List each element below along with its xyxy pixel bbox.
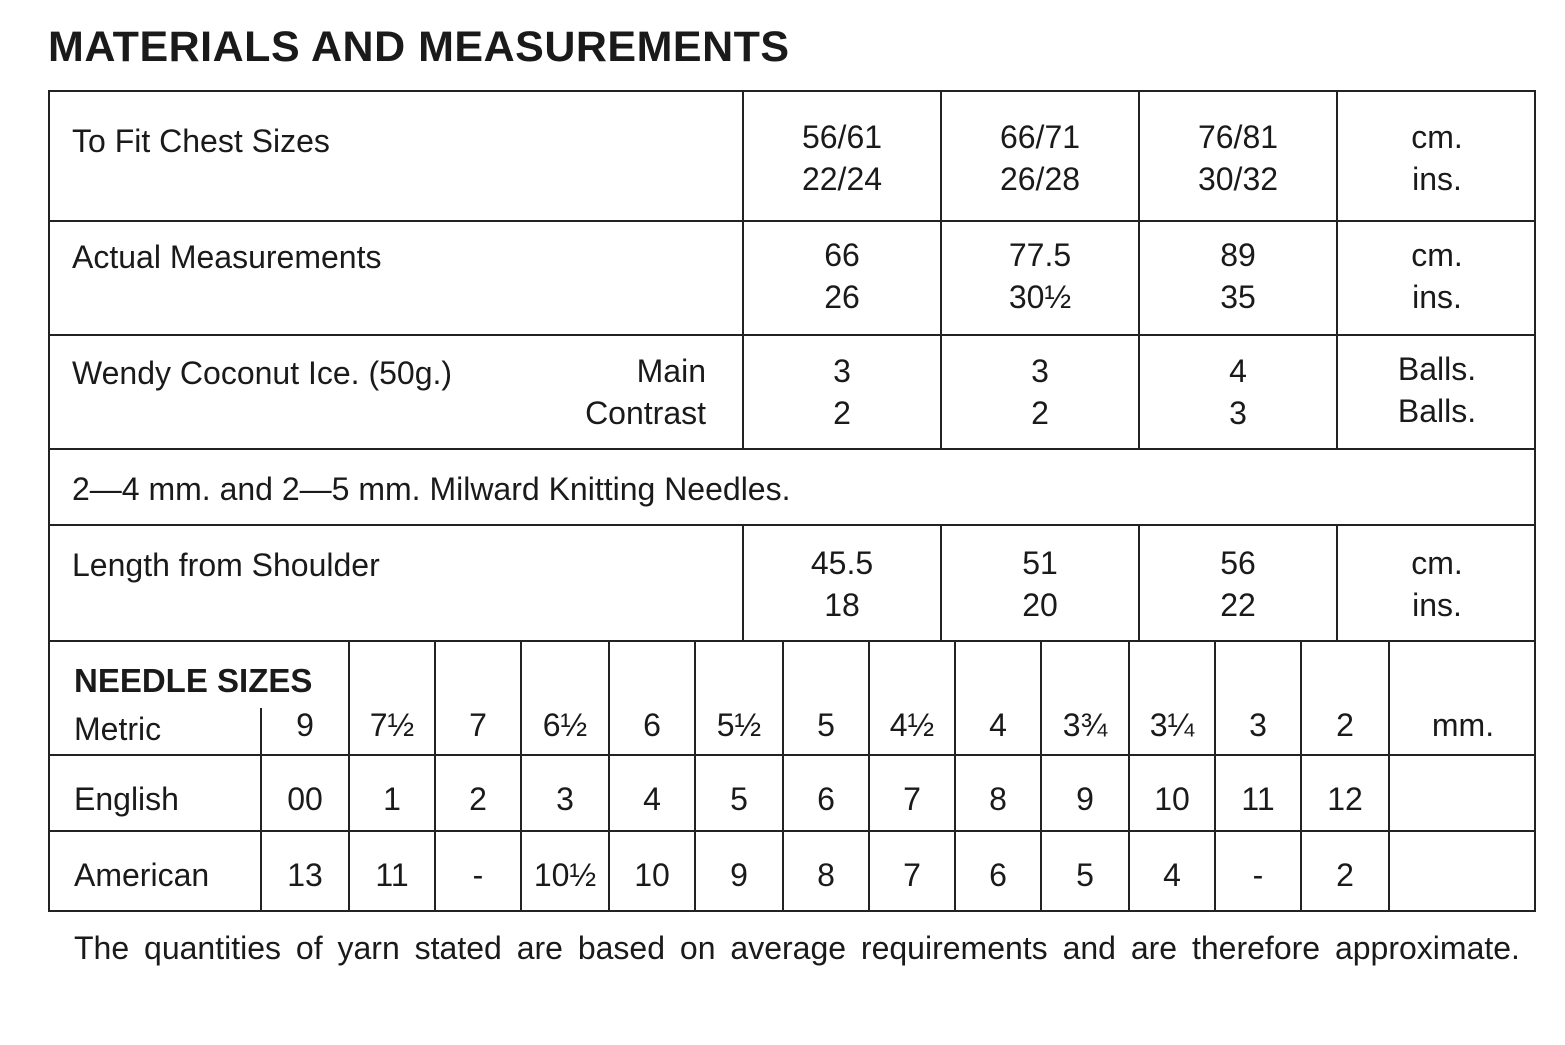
yarn-type-labels: [470, 350, 706, 434]
row-divider: [50, 448, 1536, 450]
needle-size-value: 7½: [369, 707, 415, 743]
needle-size-value: 1: [383, 781, 401, 817]
actual-size-1-ins: 26: [824, 279, 860, 315]
needle-size-value: 9: [1076, 781, 1094, 817]
needle-size-value: 5: [1076, 857, 1094, 893]
unit-cm: cm.: [1411, 119, 1463, 155]
length-label: Length from Shoulder: [72, 547, 380, 583]
length-size-1: [744, 542, 940, 626]
needle-size-value: 11: [375, 857, 409, 893]
chest-size-1-cm: 56/61: [801, 119, 883, 155]
needle-size-value: 4: [989, 707, 1007, 743]
length-size-1-ins: 18: [824, 587, 860, 623]
needles-note: 2—4 mm. and 2—5 mm. Milward Knitting Needles.: [72, 471, 791, 507]
needle-size-value: 7: [469, 707, 487, 743]
measurements-table: [48, 90, 1536, 912]
unit-cm: cm.: [1411, 545, 1463, 581]
needle-size-value: 2: [1336, 707, 1354, 743]
needle-size-value: 3: [1249, 707, 1267, 743]
footnote: The quantities of yarn stated are based on average requirements and are therefore approximate.: [74, 930, 1520, 966]
needle-row-label-english: English: [74, 781, 179, 817]
needle-size-value: 7: [903, 781, 921, 817]
needle-size-value: 3¼: [1149, 707, 1195, 743]
length-size-3-cm: 56: [1220, 545, 1256, 581]
unit-balls-main: Balls.: [1397, 351, 1477, 387]
needle-size-value: 5: [817, 707, 835, 743]
unit-cm: cm.: [1411, 237, 1463, 273]
needle-size-value: 4: [1163, 857, 1181, 893]
actual-size-1-cm: 66: [824, 237, 860, 273]
needle-size-value: 8: [989, 781, 1007, 817]
yarn-size-3: [1140, 350, 1336, 434]
yarn-size-3-main: 4: [1229, 353, 1247, 389]
chest-size-3-ins: 30/32: [1197, 161, 1279, 197]
actual-size-3-cm: 89: [1220, 237, 1256, 273]
yarn-size-1-contrast: 2: [833, 395, 851, 431]
needle-size-value: 8: [817, 857, 835, 893]
needle-size-value: 2: [469, 781, 487, 817]
actual-units: [1338, 234, 1536, 318]
unit-ins: ins.: [1412, 161, 1462, 197]
unit-ins: ins.: [1412, 279, 1462, 315]
yarn-size-2-main: 3: [1031, 353, 1049, 389]
actual-size-3: [1140, 234, 1336, 318]
needle-unit: mm.: [1431, 707, 1495, 743]
needle-size-value: 5½: [716, 707, 762, 743]
needle-size-value: 00: [287, 781, 323, 817]
length-size-3: [1140, 542, 1336, 626]
needle-size-value: 6: [817, 781, 835, 817]
actual-size-1: [744, 234, 940, 318]
yarn-contrast-label: Contrast: [585, 395, 706, 431]
yarn-size-2: [942, 350, 1138, 434]
needle-col-divider: [1388, 642, 1390, 912]
yarn-main-label: Main: [636, 353, 706, 389]
needle-size-value: 12: [1327, 781, 1363, 817]
yarn-size-2-contrast: 2: [1031, 395, 1049, 431]
needle-size-value: 6: [643, 707, 661, 743]
needle-size-value: 10: [634, 857, 670, 893]
yarn-size-1-main: 3: [833, 353, 851, 389]
yarn-size-1: [744, 350, 940, 434]
actual-size-2: [942, 234, 1138, 318]
needle-size-value: 11: [1241, 781, 1275, 817]
needle-size-value: 9: [296, 707, 314, 743]
needle-size-value: 7: [903, 857, 921, 893]
row-divider: [50, 220, 1536, 222]
needle-size-value: 3¾: [1062, 707, 1108, 743]
yarn-units: [1338, 348, 1536, 432]
unit-balls-contrast: Balls.: [1397, 393, 1477, 429]
needle-size-value: 9: [730, 857, 748, 893]
needle-size-value: 5: [730, 781, 748, 817]
needle-sizes-heading: NEEDLE SIZES: [74, 662, 313, 699]
yarn-label: Wendy Coconut Ice. (50g.): [72, 355, 453, 391]
yarn-size-3-contrast: 3: [1229, 395, 1247, 431]
needle-size-value: 6: [989, 857, 1007, 893]
chest-size-3: [1140, 116, 1336, 200]
actual-size-3-ins: 35: [1220, 279, 1256, 315]
chest-size-1-ins: 22/24: [801, 161, 883, 197]
needle-size-value: 2: [1336, 857, 1354, 893]
chest-size-2-cm: 66/71: [999, 119, 1081, 155]
needle-size-value: -: [1252, 857, 1264, 893]
actual-size-2-ins: 30½: [1008, 279, 1072, 315]
needle-size-value: 13: [287, 857, 323, 893]
needle-row-divider: [50, 754, 1536, 756]
chest-units: [1338, 116, 1536, 200]
length-size-3-ins: 22: [1220, 587, 1256, 623]
row-divider: [50, 334, 1536, 336]
length-size-1-cm: 45.5: [810, 545, 874, 581]
actual-label: Actual Measurements: [72, 239, 382, 275]
chest-size-1: [744, 116, 940, 200]
length-units: [1338, 542, 1536, 626]
needle-size-value: 10½: [533, 857, 597, 893]
needle-row-label-metric: Metric: [74, 711, 162, 747]
chest-size-3-cm: 76/81: [1197, 119, 1279, 155]
length-size-2-cm: 51: [1022, 545, 1058, 581]
needle-sizes-grid: [50, 642, 1536, 912]
needle-size-value: 6½: [542, 707, 588, 743]
needle-row-label-american: American: [74, 857, 210, 893]
needle-size-value: 4: [643, 781, 661, 817]
row-divider: [50, 524, 1536, 526]
needle-size-value: 3: [556, 781, 574, 817]
page-title: MATERIALS AND MEASUREMENTS: [48, 23, 790, 71]
length-size-2-ins: 20: [1022, 587, 1058, 623]
unit-ins: ins.: [1412, 587, 1462, 623]
needle-size-value: 4½: [889, 707, 935, 743]
chest-size-2: [942, 116, 1138, 200]
needle-size-value: -: [472, 857, 484, 893]
needle-size-value: 10: [1154, 781, 1190, 817]
chest-size-2-ins: 26/28: [999, 161, 1081, 197]
needle-row-divider: [50, 830, 1536, 832]
chest-label: To Fit Chest Sizes: [72, 123, 330, 159]
length-size-2: [942, 542, 1138, 626]
actual-size-2-cm: 77.5: [1008, 237, 1072, 273]
